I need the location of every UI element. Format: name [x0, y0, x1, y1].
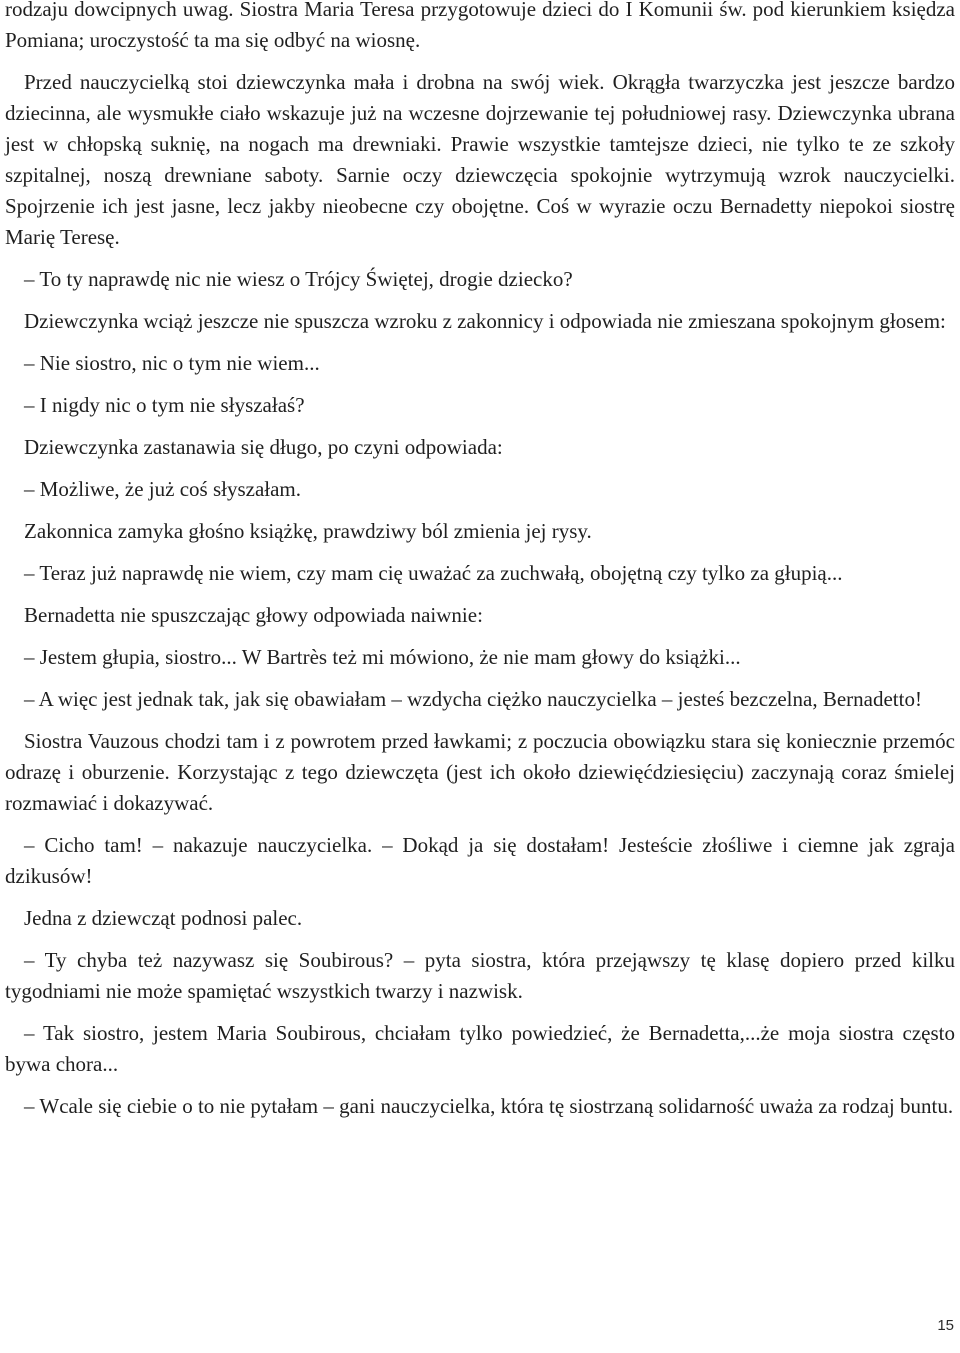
paragraph: rodzaju dowcipnych uwag. Siostra Maria Teresa przygotowuje dzieci do I Komunii św. pod kierunkiem księdza Pomiana; uroczystość ta ma się odbyć na wiosnę.	[5, 0, 955, 52]
paragraph: Siostra Vauzous chodzi tam i z powrotem przed ławkami; z poczucia obowiązku stara się koniecznie przemóc odrazę i oburzenie. Korzystając z tego dziewczęta (jest ich około dziewięćdziesięciu) zaczynają coraz śmielej rozmawiać i dokazywać.	[5, 729, 955, 815]
dialogue-line: – Ty chyba też nazywasz się Soubirous? – pyta siostra, która przejąwszy tę klasę dopiero przed kilku tygodniami nie może spamiętać wszystkich twarzy i nazwisk.	[5, 948, 955, 1003]
page-body	[5, 0, 955, 1122]
dialogue-line: – Cicho tam! – nakazuje nauczycielka. – Dokąd ja się dostałam! Jesteście złośliwe i ciemne jak zgraja dzikusów!	[5, 833, 955, 888]
dialogue-line: – Tak siostro, jestem Maria Soubirous, chciałam tylko powiedzieć, że Bernadetta,...że moja siostra często bywa chora...	[5, 1021, 955, 1076]
dialogue-line: – To ty naprawdę nic nie wiesz o Trójcy Świętej, drogie dziecko?	[24, 267, 573, 291]
dialogue-line: – Możliwe, że już coś słyszałam.	[24, 477, 301, 501]
dialogue-line: – I nigdy nic o tym nie słyszałaś?	[24, 393, 305, 417]
dialogue-line: – Wcale się ciebie o to nie pytałam – gani nauczycielka, która tę siostrzaną solidarność uważa za rodzaj buntu.	[24, 1094, 954, 1118]
page-number: 15	[937, 1317, 954, 1334]
paragraph: Przed nauczycielką stoi dziewczynka mała i drobna na swój wiek. Okrągła twarzyczka jest jeszcze bardzo dziecinna, ale wysmukłe ciało wskazuje już na wczesne dojrzewanie tej południowej rasy. Dziewczynka ubrana jest w chłopską suknię, na nogach ma drewniaki. Prawie wszystkie tamtejsze dzieci, nie tylko te ze szkoły szpitalnej, noszą drewniane saboty. Sarnie oczy dziewczęcia spokojnie wytrzymują wzrok nauczycielki. Spojrzenie ich jest jasne, lecz jakby nieobecne czy obojętne. Coś w wyrazie oczu Bernadetty niepokoi siostrę Marię Teresę.	[5, 70, 955, 249]
paragraph: Dziewczynka zastanawia się długo, po czyni odpowiada:	[24, 435, 503, 459]
dialogue-line: – Nie siostro, nic o tym nie wiem...	[24, 351, 320, 375]
paragraph: Dziewczynka wciąż jeszcze nie spuszcza wzroku z zakonnicy i odpowiada nie zmieszana spokojnym głosem:	[24, 309, 946, 333]
paragraph: Zakonnica zamyka głośno książkę, prawdziwy ból zmienia jej rysy.	[24, 519, 592, 543]
dialogue-line: – Teraz już naprawdę nie wiem, czy mam cię uważać za zuchwałą, obojętną czy tylko za głupią...	[24, 561, 843, 585]
dialogue-line: – Jestem głupia, siostro... W Bartrès też mi mówiono, że nie mam głowy do książki...	[24, 645, 741, 669]
paragraph: Bernadetta nie spuszczając głowy odpowiada naiwnie:	[24, 603, 483, 627]
paragraph: Jedna z dziewcząt podnosi palec.	[24, 906, 303, 930]
dialogue-line: – A więc jest jednak tak, jak się obawiałam – wzdycha ciężko nauczycielka – jesteś bezczelna, Bernadetto!	[24, 687, 922, 711]
